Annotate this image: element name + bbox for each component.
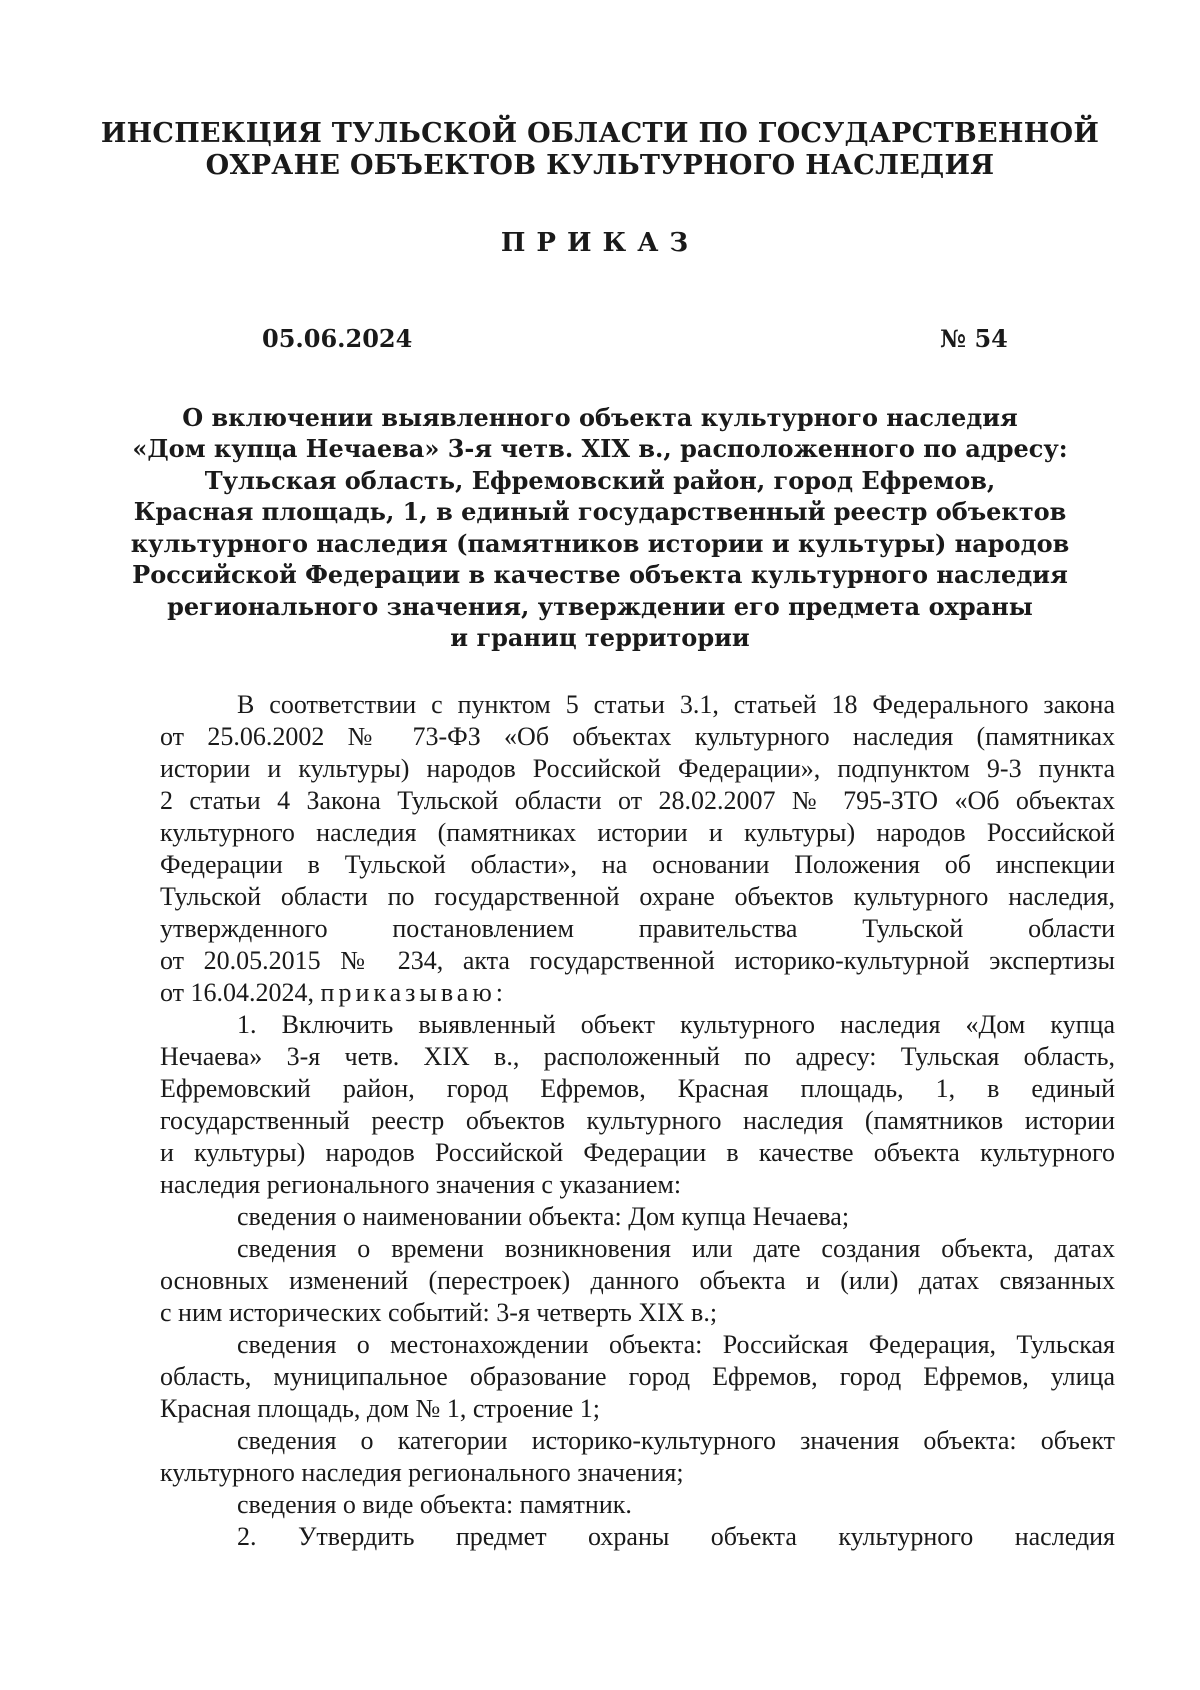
- body-line: основных изменений (перестроек) данного объекта и (или) датах связанных: [160, 1266, 1115, 1295]
- body-line: наследия регионального значения с указанием:: [160, 1170, 682, 1199]
- body-line: сведения о наименовании объекта: Дом купца Нечаева;: [237, 1202, 850, 1231]
- body-line: 2. Утвердить предмет охраны объекта культурного наследия: [237, 1522, 1115, 1551]
- body-line: [160, 978, 1115, 1008]
- body-line: от 20.05.2015 № 234, акта государственной историко-культурной экспертизы: [160, 946, 1115, 975]
- body-line: с ним исторических событий: 3-я четверть XIX в.;: [160, 1298, 718, 1327]
- body-text: от 16.04.2024,: [160, 978, 321, 1007]
- body-line: область, муниципальное образование город Ефремов, город Ефремов, улица: [160, 1362, 1115, 1391]
- body-line: сведения о местонахождении объекта: Российская Федерация, Тульская: [237, 1330, 1115, 1359]
- body-line: культурного наследия регионального значения;: [160, 1458, 684, 1487]
- body-line: Федерации в Тульской области», на основании Положения об инспекции: [160, 850, 1115, 879]
- body-line: от 25.06.2002 № 73-ФЗ «Об объектах культурного наследия (памятниках: [160, 722, 1115, 751]
- subject-line: «Дом купца Нечаева» 3-я четв. XIX в., расположенного по адресу:: [132, 434, 1068, 463]
- order-directive-word: приказываю:: [320, 978, 507, 1007]
- subject-line: и границ территории: [450, 623, 750, 652]
- body-line: утвержденного постановлением правительства Тульской области: [160, 914, 1115, 943]
- body-line: Тульской области по государственной охране объектов культурного наследия,: [160, 882, 1115, 911]
- organization-name-line-2: ОХРАНЕ ОБЪЕКТОВ КУЛЬТУРНОГО НАСЛЕДИЯ: [205, 150, 995, 181]
- body-line: и культуры) народов Российской Федерации в качестве объекта культурного: [160, 1138, 1115, 1167]
- body-line: сведения о категории историко-культурного значения объекта: объект: [237, 1426, 1115, 1455]
- subject-line: культурного наследия (памятников истории и культуры) народов: [130, 529, 1070, 558]
- body-line: истории и культуры) народов Российской Федерации», подпунктом 9-3 пункта: [160, 754, 1115, 783]
- body-line: сведения о времени возникновения или дате создания объекта, датах: [237, 1234, 1115, 1263]
- body-line: В соответствии с пунктом 5 статьи 3.1, статьей 18 Федерального закона: [237, 690, 1115, 719]
- body-line: Красная площадь, дом № 1, строение 1;: [160, 1394, 601, 1423]
- body-line: сведения о виде объекта: памятник.: [237, 1490, 632, 1519]
- body-line: Ефремовский район, город Ефремов, Красная площадь, 1, в единый: [160, 1074, 1115, 1103]
- subject-line: Российской Федерации в качестве объекта культурного наследия: [132, 560, 1068, 589]
- body-line: 1. Включить выявленный объект культурного наследия «Дом купца: [237, 1010, 1115, 1039]
- subject-line: Тульская область, Ефремовский район, город Ефремов,: [204, 466, 996, 495]
- document-type-title: ПРИКАЗ: [500, 228, 700, 258]
- subject-line: Красная площадь, 1, в единый государственный реестр объектов: [133, 497, 1067, 526]
- order-number: № 54: [940, 324, 1008, 353]
- order-date: 05.06.2024: [262, 324, 413, 353]
- body-line: культурного наследия (памятниках истории и культуры) народов Российской: [160, 818, 1115, 847]
- body-line: Нечаева» 3-я четв. XIX в., расположенный по адресу: Тульская область,: [160, 1042, 1115, 1071]
- organization-name-line-1: ИНСПЕКЦИЯ ТУЛЬСКОЙ ОБЛАСТИ ПО ГОСУДАРСТВЕННОЙ: [100, 118, 1100, 149]
- body-line: государственный реестр объектов культурного наследия (памятников истории: [160, 1106, 1115, 1135]
- subject-line: регионального значения, утверждении его предмета охраны: [167, 592, 1033, 621]
- subject-line: О включении выявленного объекта культурного наследия: [182, 403, 1018, 432]
- body-line: 2 статьи 4 Закона Тульской области от 28.02.2007 № 795-ЗТО «Об объектах: [160, 786, 1115, 815]
